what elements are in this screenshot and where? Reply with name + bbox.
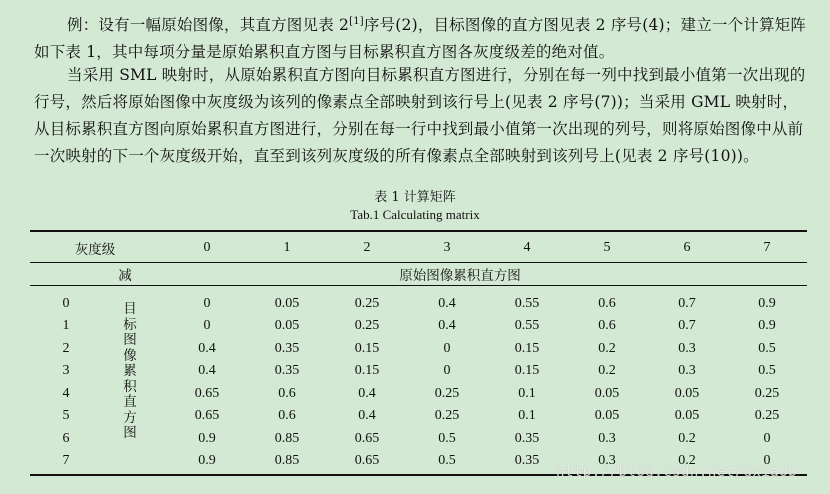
matrix-cell: 0.55 bbox=[514, 296, 540, 311]
matrix-cell: 0.05 bbox=[674, 386, 700, 401]
matrix-cell: 0.7 bbox=[678, 318, 696, 333]
matrix-cell: 0.85 bbox=[274, 453, 300, 468]
matrix-cell: 0.9 bbox=[198, 453, 216, 468]
matrix-cell: 0.4 bbox=[358, 408, 376, 423]
matrix-cell: 0 bbox=[763, 453, 771, 468]
matrix-cell: 0 bbox=[443, 341, 451, 356]
matrix-cell: 0.25 bbox=[434, 408, 460, 423]
column-header-7: 7 bbox=[763, 240, 771, 255]
matrix-cell: 0.35 bbox=[274, 363, 300, 378]
matrix-cell: 0.6 bbox=[598, 318, 616, 333]
watermark: http://blog.csdn.net/gxiaob bbox=[556, 464, 798, 480]
matrix-cell: 0.25 bbox=[754, 386, 780, 401]
matrix-cell: 0.2 bbox=[678, 431, 696, 446]
table-caption-cn: 表 1 计算矩阵 bbox=[374, 190, 456, 205]
matrix-cell: 0.35 bbox=[514, 431, 540, 446]
matrix-cell: 0.65 bbox=[194, 386, 220, 401]
matrix-cell: 0.25 bbox=[754, 408, 780, 423]
row-index-1: 1 bbox=[62, 318, 70, 333]
column-header-3: 3 bbox=[443, 240, 451, 255]
row-axis-label-char: 图 bbox=[123, 425, 137, 441]
matrix-cell: 0.4 bbox=[198, 341, 216, 356]
header-minus: 减 bbox=[118, 268, 132, 284]
row-axis-label-char: 目 bbox=[123, 301, 137, 317]
matrix-cell: 0.6 bbox=[598, 296, 616, 311]
column-header-5: 5 bbox=[603, 240, 611, 255]
paragraph-mapping: 当采用 SML 映射时，从原始累积直方图向目标累积直方图进行，分别在每一列中找到最小值第一次出现的行号，然后将原始图像中灰度级为该列的像素点全部映射到该行号上(见表 2 序号(7))；当采用 GML 映射时，从目标累积直方图向原始累积直方图进行，分别在每一行中找到最小值第一次出现的列号，则将原始图像中从前一次映射的下一个灰度级开始，直至到该列灰度级的所有像素点全部映射到该列号上(见表 2 序号(10))。 bbox=[34, 66, 806, 165]
matrix-cell: 0.15 bbox=[354, 363, 380, 378]
matrix-cell: 0.5 bbox=[758, 341, 776, 356]
matrix-cell: 0.65 bbox=[354, 431, 380, 446]
matrix-cell: 0 bbox=[203, 296, 211, 311]
matrix-cell: 0.9 bbox=[758, 318, 776, 333]
row-index-5: 5 bbox=[62, 408, 70, 423]
matrix-cell: 0.1 bbox=[518, 408, 536, 423]
matrix-cell: 0.4 bbox=[438, 318, 456, 333]
matrix-cell: 0.65 bbox=[354, 453, 380, 468]
matrix-cell: 0.25 bbox=[434, 386, 460, 401]
matrix-cell: 0.7 bbox=[678, 296, 696, 311]
matrix-cell: 0.4 bbox=[358, 386, 376, 401]
row-axis-label-char: 直 bbox=[123, 394, 137, 410]
column-header-2: 2 bbox=[363, 240, 371, 255]
matrix-cell: 0.05 bbox=[594, 408, 620, 423]
matrix-cell: 0.4 bbox=[198, 363, 216, 378]
matrix-cell: 0.5 bbox=[438, 453, 456, 468]
matrix-cell: 0.2 bbox=[598, 341, 616, 356]
column-header-0: 0 bbox=[203, 240, 211, 255]
paragraph-example: 例：设有一幅原始图像，其直方图见表 2[1]序号(2)，目标图像的直方图见表 2 序号(4)；建立一个计算矩阵如下表 1，其中每项分量是原始累积直方图与目标累积直方图各灰度级差的绝对值。 bbox=[34, 16, 807, 62]
matrix-cell: 0.3 bbox=[598, 431, 616, 446]
column-header-1: 1 bbox=[283, 240, 291, 255]
matrix-cell: 0.3 bbox=[678, 363, 696, 378]
row-axis-label-char: 像 bbox=[123, 347, 137, 364]
row-index-0: 0 bbox=[62, 296, 70, 311]
row-index-7: 7 bbox=[62, 453, 70, 468]
header-gray-level: 灰度级 bbox=[74, 242, 116, 258]
matrix-cell: 0 bbox=[203, 318, 211, 333]
matrix-cell: 0.3 bbox=[678, 341, 696, 356]
row-axis-label-char: 标 bbox=[123, 316, 137, 333]
row-axis-label-char: 积 bbox=[123, 378, 137, 395]
row-axis-label-char: 累 bbox=[123, 363, 137, 379]
matrix-cell: 0.5 bbox=[758, 363, 776, 378]
matrix-cell: 0.5 bbox=[438, 431, 456, 446]
matrix-cell: 0.9 bbox=[198, 431, 216, 446]
matrix-cell: 0.35 bbox=[274, 341, 300, 356]
matrix-cell: 0.55 bbox=[514, 318, 540, 333]
matrix-cell: 0.1 bbox=[518, 386, 536, 401]
table-subheader-rule bbox=[30, 285, 807, 286]
matrix-cell: 0.05 bbox=[674, 408, 700, 423]
column-header-4: 4 bbox=[523, 240, 531, 255]
row-index-6: 6 bbox=[62, 431, 70, 446]
header-source-cumulative: 原始图像累积直方图 bbox=[399, 268, 521, 284]
matrix-cell: 0 bbox=[763, 431, 771, 446]
matrix-cell: 0.3 bbox=[598, 453, 616, 468]
row-axis-label-char: 图 bbox=[123, 332, 137, 348]
row-index-4: 4 bbox=[62, 386, 70, 401]
column-header-6: 6 bbox=[683, 240, 691, 255]
matrix-cell: 0.05 bbox=[274, 296, 300, 311]
matrix-cell: 0.35 bbox=[514, 453, 540, 468]
row-index-3: 3 bbox=[62, 363, 70, 378]
table-header-rule bbox=[30, 262, 807, 263]
row-axis-label-char: 方 bbox=[123, 409, 137, 426]
matrix-cell: 0.4 bbox=[438, 296, 456, 311]
matrix-cell: 0.2 bbox=[678, 453, 696, 468]
matrix-cell: 0.05 bbox=[594, 386, 620, 401]
matrix-cell: 0.2 bbox=[598, 363, 616, 378]
matrix-cell: 0.25 bbox=[354, 318, 380, 333]
matrix-cell: 0.6 bbox=[278, 408, 296, 423]
matrix-cell: 0.65 bbox=[194, 408, 220, 423]
matrix-cell: 0 bbox=[443, 363, 451, 378]
matrix-cell: 0.15 bbox=[354, 341, 380, 356]
row-index-2: 2 bbox=[62, 341, 70, 356]
matrix-cell: 0.6 bbox=[278, 386, 296, 401]
table-top-rule bbox=[30, 230, 807, 232]
matrix-cell: 0.9 bbox=[758, 296, 776, 311]
matrix-cell: 0.25 bbox=[354, 296, 380, 311]
matrix-cell: 0.15 bbox=[514, 341, 540, 356]
matrix-cell: 0.05 bbox=[274, 318, 300, 333]
table-caption-en: Tab.1 Calculating matrix bbox=[350, 207, 480, 222]
matrix-cell: 0.85 bbox=[274, 431, 300, 446]
row-axis-label bbox=[121, 302, 139, 442]
matrix-cell: 0.15 bbox=[514, 363, 540, 378]
